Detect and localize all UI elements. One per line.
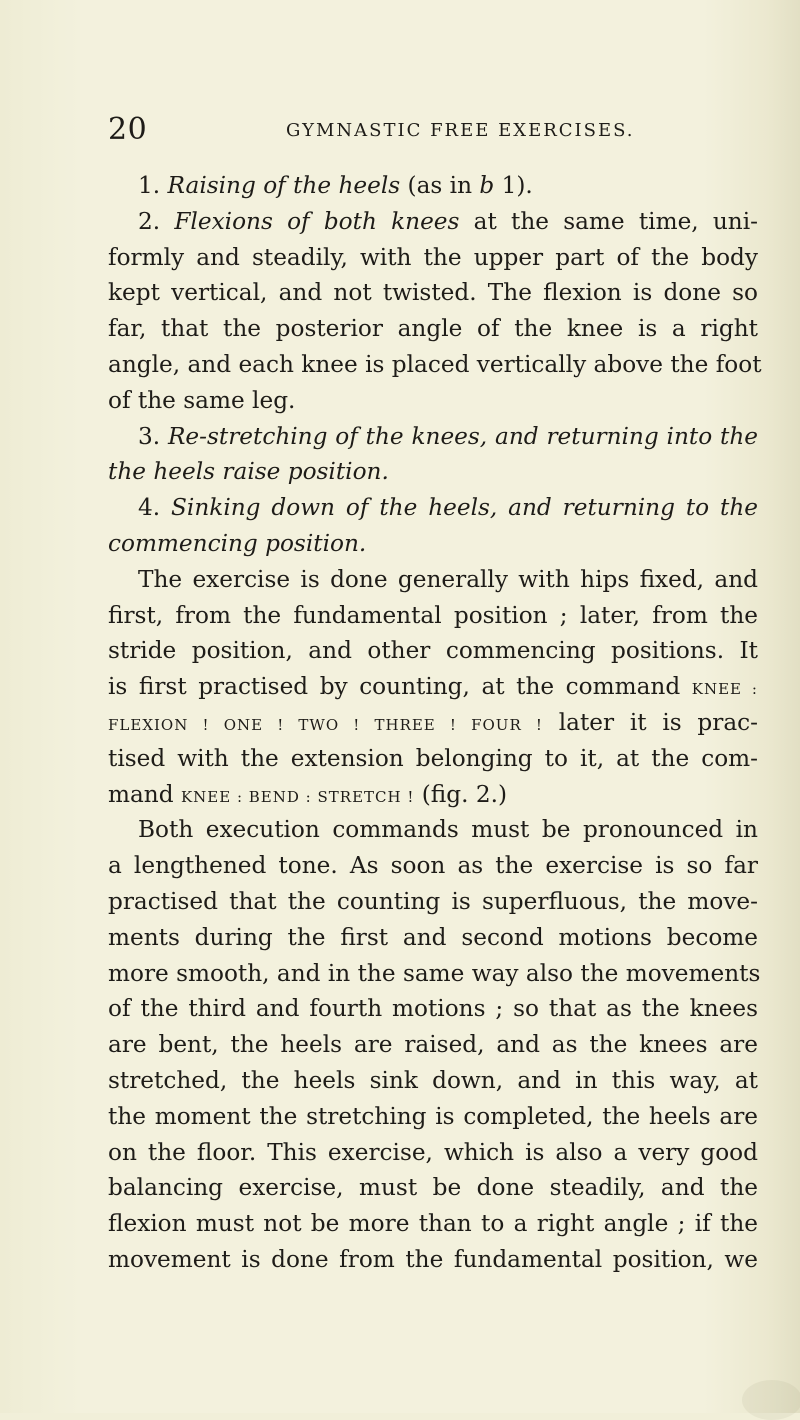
text-segment: movement is done from the fundamental position, we xyxy=(108,1245,758,1273)
text-line xyxy=(108,383,758,419)
text-line xyxy=(108,454,758,490)
italic-text: commencing position. xyxy=(108,529,367,557)
page-number: 20 xyxy=(108,112,148,147)
italic-text: Sinking down of the heels, and returning to the xyxy=(171,494,758,522)
text-segment: are bent, the heels are raised, and as the knees are xyxy=(108,1031,758,1059)
text-segment: flexion must not be more than to a right angle ; if the xyxy=(108,1210,758,1238)
text-line xyxy=(108,956,761,992)
text-line xyxy=(108,705,758,741)
command-text: KNEE : xyxy=(691,680,758,699)
text-segment: kept vertical, and not twisted. The flexion is done so xyxy=(108,279,758,307)
text-segment: 1. xyxy=(138,172,168,199)
text-segment: 3. xyxy=(138,422,168,450)
text-line xyxy=(108,1063,758,1099)
text-segment: practised that the counting is superfluous, the move- xyxy=(108,887,758,915)
text-segment: formly and steadily, with the upper part of the body xyxy=(108,243,758,271)
text-segment: stride position, and other commencing positions. It xyxy=(108,637,758,665)
text-segment: is first practised by counting, at the command xyxy=(108,673,692,701)
text-segment: Both execution commands must be pronounced in xyxy=(138,816,758,844)
text-segment: the moment the stretching is completed, the heels are xyxy=(108,1102,758,1130)
text-segment: of the same leg. xyxy=(108,386,296,414)
text-segment: at the same time, uni- xyxy=(459,207,758,235)
text-line xyxy=(108,1135,758,1171)
text-segment: 4. xyxy=(138,494,172,522)
text-segment: 1). xyxy=(494,172,533,199)
italic-text: b xyxy=(479,172,495,199)
text-segment: of the third and fourth motions ; so that as the knees xyxy=(108,995,758,1023)
text-line xyxy=(108,490,758,526)
text-segment: (fig. 2.) xyxy=(414,780,508,808)
text-line xyxy=(108,741,758,777)
text-line xyxy=(108,275,758,311)
page-header xyxy=(108,112,748,152)
text-segment: ments during the first and second motions become xyxy=(108,923,758,951)
text-segment: (as in xyxy=(400,172,480,199)
text-segment: on the floor. This exercise, which is also a very good xyxy=(108,1138,758,1166)
text-line xyxy=(108,991,758,1027)
text-line xyxy=(108,347,762,383)
text-line xyxy=(108,777,758,813)
text-segment: tised with the extension belonging to it, at the com- xyxy=(108,744,758,772)
text-segment: balancing exercise, must be done steadily, and the xyxy=(108,1174,758,1202)
italic-text: Flexions of both knees xyxy=(174,207,460,235)
text-line xyxy=(108,920,758,956)
text-line xyxy=(108,526,758,562)
text-line xyxy=(108,1242,758,1278)
text-segment: a lengthened tone. As soon as the exercise is so far xyxy=(108,852,758,880)
text-line xyxy=(108,848,758,884)
text-segment: mand xyxy=(108,780,181,808)
text-line xyxy=(108,240,758,276)
text-segment: 2. xyxy=(138,207,175,235)
text-segment: The exercise is done generally with hips fixed, and xyxy=(138,565,758,593)
text-line xyxy=(108,1099,758,1135)
text-segment: angle, and each knee is placed vertically above the foot xyxy=(108,350,762,378)
text-line xyxy=(108,598,758,634)
text-line xyxy=(108,311,758,347)
text-segment: stretched, the heels sink down, and in this way, at xyxy=(108,1066,758,1094)
text-line xyxy=(108,419,758,455)
text-segment: more smooth, and in the same way also the movements xyxy=(108,959,761,987)
text-line xyxy=(108,884,758,920)
text-segment: first, from the fundamental position ; later, from the xyxy=(108,601,758,629)
italic-text: the heels raise position. xyxy=(108,458,389,486)
running-head: GYMNASTIC FREE EXERCISES. xyxy=(286,120,635,141)
text-line xyxy=(108,1170,758,1206)
text-line xyxy=(108,1206,758,1242)
paper-stain xyxy=(742,1380,800,1420)
text-line xyxy=(108,562,758,598)
text-line xyxy=(108,669,758,705)
command-text: KNEE : BEND : STRETCH ! xyxy=(180,787,415,806)
text-line xyxy=(108,633,758,669)
italic-text: Raising of the heels xyxy=(167,172,401,199)
body-text xyxy=(108,168,762,1278)
text-segment: later it is prac- xyxy=(542,708,758,736)
text-line xyxy=(108,204,758,240)
text-segment: far, that the posterior angle of the knee is a right xyxy=(108,315,758,343)
command-text: FLEXION ! ONE ! TWO ! THREE ! FOUR ! xyxy=(108,715,543,734)
text-line xyxy=(108,168,758,204)
italic-text: Re-stretching of the knees, and returning into the xyxy=(167,422,758,450)
text-line xyxy=(108,812,758,848)
text-line xyxy=(108,1027,758,1063)
